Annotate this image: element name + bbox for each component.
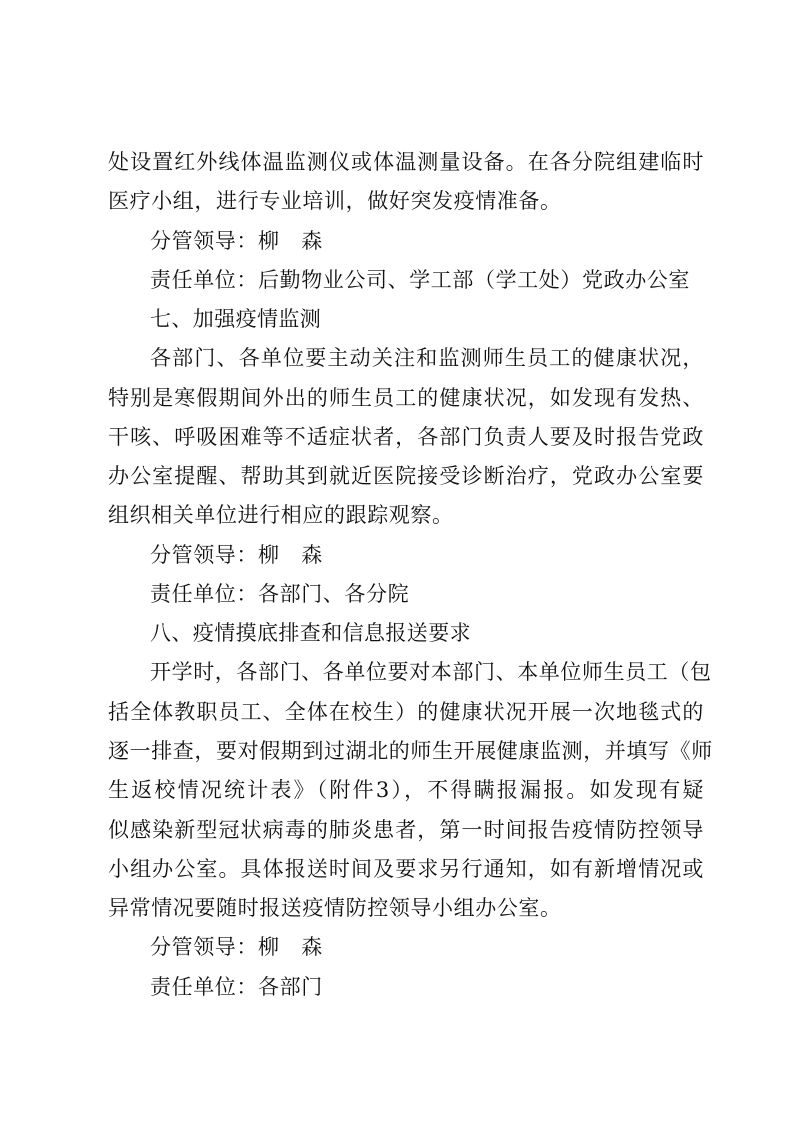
- paragraph-line: 办公室提醒、帮助其到就近医院接受诊断治疗，党政办公室要: [108, 464, 704, 488]
- paragraph-line: 处设置红外线体温监测仪或体温测量设备。在各分院组建临时: [108, 150, 704, 174]
- responsible-unit-line: 责任单位：各部门、各分院: [150, 582, 410, 606]
- paragraph-line: 开学时，各部门、各单位要对本部门、本单位师生员工（包: [150, 660, 712, 684]
- paragraph-line: 各部门、各单位要主动关注和监测师生员工的健康状况，: [150, 346, 704, 370]
- section-heading: 七、加强疫情监测: [150, 307, 322, 331]
- responsible-unit-line: 责任单位：各部门: [150, 975, 323, 999]
- responsible-unit-line: 责任单位：后勤物业公司、学工部（学工处）党政办公室: [150, 268, 690, 292]
- paragraph-line: 特别是寒假期间外出的师生员工的健康状况，如发现有发热、: [108, 386, 704, 410]
- paragraph-line: 医疗小组，进行专业培训，做好突发疫情准备。: [108, 189, 562, 213]
- paragraph-line: 逐一排查，要对假期到过湖北的师生开展健康监测，并填写《师: [108, 739, 713, 763]
- paragraph-line: 异常情况要随时报送疫情防控领导小组办公室。: [108, 896, 562, 920]
- paragraph-line: 干咳、呼吸困难等不适症状者，各部门负责人要及时报告党政: [108, 425, 704, 449]
- leader-line: 分管领导：柳 森: [150, 935, 323, 959]
- leader-line: 分管领导：柳 森: [150, 543, 323, 567]
- section-heading: 八、疫情摸底排查和信息报送要求: [150, 621, 471, 645]
- paragraph-line: 小组办公室。具体报送时间及要求另行通知，如有新增情况或: [108, 857, 704, 881]
- paragraph-line: 生返校情况统计表》（附件3），不得瞒报漏报。如发现有疑: [108, 778, 704, 802]
- paragraph-line: 括全体教职员工、全体在校生）的健康状况开展一次地毯式的: [108, 700, 704, 724]
- leader-line: 分管领导：柳 森: [150, 229, 323, 253]
- paragraph-line: 组织相关单位进行相应的跟踪观察。: [108, 503, 454, 527]
- paragraph-line: 似感染新型冠状病毒的肺炎患者，第一时间报告疫情防控领导: [108, 818, 704, 842]
